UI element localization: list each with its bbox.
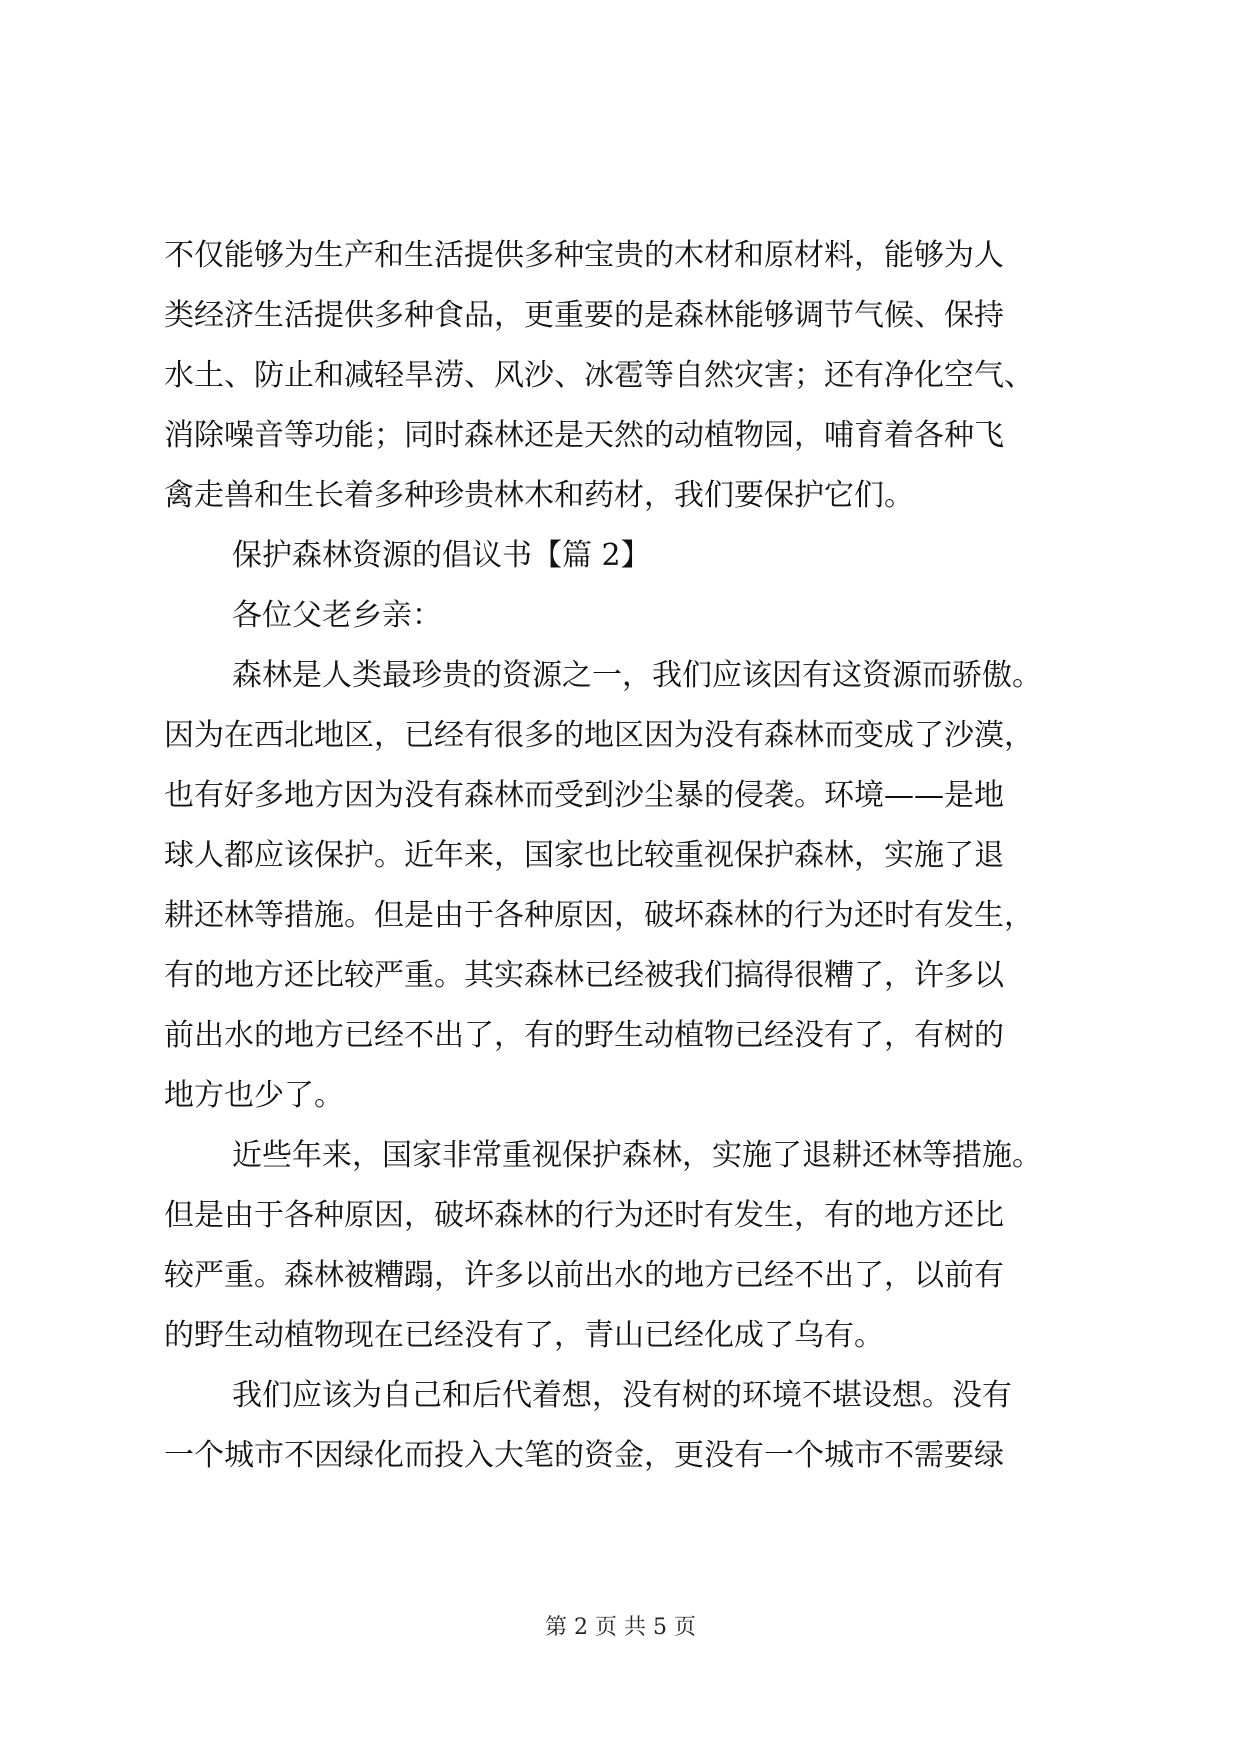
paragraph-line: 有的地方还比较严重。其实森林已经被我们搞得很糟了，许多以 [164,958,1004,993]
paragraph-line: 但是由于各种原因，破坏森林的行为还时有发生，有的地方还比 [164,1198,1004,1233]
paragraph-line: 近些年来，国家非常重视保护森林，实施了退耕还林等措施。 [232,1138,1042,1173]
section-heading: 保护森林资源的倡议书【篇 2】 [232,538,651,573]
paragraph-line: 水土、防止和减轻旱涝、风沙、冰雹等自然灾害；还有净化空气、 [164,358,1034,393]
salutation: 各位父老乡亲： [232,598,442,633]
paragraph-line: 类经济生活提供多种食品，更重要的是森林能够调节气候、保持 [164,298,1004,333]
paragraph-line: 禽走兽和生长着多种珍贵林木和药材，我们要保护它们。 [164,478,914,513]
paragraph-line: 地方也少了。 [164,1078,344,1113]
paragraph-line: 我们应该为自己和后代着想，没有树的环境不堪设想。没有 [232,1378,1012,1413]
paragraph-line: 耕还林等措施。但是由于各种原因，破坏森林的行为还时有发生， [164,898,1034,933]
paragraph-line: 前出水的地方已经不出了，有的野生动植物已经没有了，有树的 [164,1018,1004,1053]
paragraph-line: 消除噪音等功能；同时森林还是天然的动植物园，哺育着各种飞 [164,418,1004,453]
paragraph-line: 森林是人类最珍贵的资源之一，我们应该因有这资源而骄傲。 [232,658,1042,693]
page-number-footer: 第 2 页 共 5 页 [545,1615,696,1640]
paragraph-line: 的野生动植物现在已经没有了，青山已经化成了乌有。 [164,1318,884,1353]
paragraph-line: 因为在西北地区，已经有很多的地区因为没有森林而变成了沙漠， [164,718,1034,753]
paragraph-line: 球人都应该保护。近年来，国家也比较重视保护森林，实施了退 [164,838,1004,873]
paragraph-line: 较严重。森林被糟蹋，许多以前出水的地方已经不出了，以前有 [164,1258,1004,1293]
paragraph-line: 一个城市不因绿化而投入大笔的资金，更没有一个城市不需要绿 [164,1438,1004,1473]
paragraph-line: 也有好多地方因为没有森林而受到沙尘暴的侵袭。环境——是地 [164,778,1004,813]
paragraph-line: 不仅能够为生产和生活提供多种宝贵的木材和原材料，能够为人 [164,238,1004,273]
